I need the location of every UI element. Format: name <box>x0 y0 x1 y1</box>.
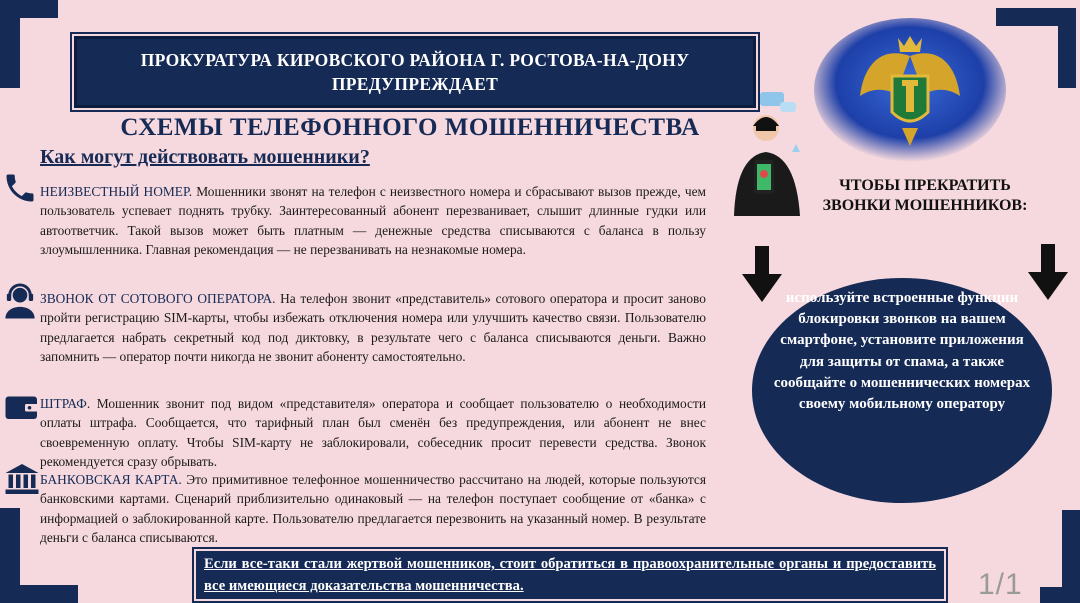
header-banner <box>74 36 756 108</box>
header-line-1: ПРОКУРАТУРА КИРОВСКОГО РАЙОНА Г. РОСТОВА-НА-ДОНУ <box>140 50 690 70</box>
corner-bracket-top-left <box>0 0 60 90</box>
header-line-2: ПРЕДУПРЕЖДАЕТ <box>331 74 499 94</box>
advice-text: используйте встроенные функции блокировки звонков на вашем смартфоне, установите приложения для защиты от спама, а также сообщайте о мошеннических номерах своему мобильному оператору <box>773 290 1031 413</box>
bank-icon <box>4 462 40 496</box>
section-text: . Это примитивное телефонное мошенничество рассчитано на людей, которые пользуются банковскими картами. Сценарий приблизительно одинаковый — на телефон поступает сообщение от «банка» с информацией о заблокированной карте. Пользователю предлагается перезвонить на указанный номер. В результате деньги с баланса списываются. <box>40 472 707 545</box>
page-indicator: 1/1 <box>978 568 1023 601</box>
section-keyword: НЕИЗВЕСТНЫЙ НОМЕР <box>40 184 189 199</box>
operator-headset-icon <box>2 282 38 320</box>
prosecutor-emblem <box>812 16 1008 164</box>
caption-line-1: ЧТОБЫ ПРЕКРАТИТЬ <box>839 177 1011 194</box>
section-keyword: ШТРАФ <box>40 396 87 411</box>
footer-banner: Если все-таки стали жертвой мошенников, стоит обратиться в правоохранительные органы и предоставить все имеющиеся доказательства мошенничества. <box>196 551 944 599</box>
corner-bracket-top-right <box>996 8 1080 92</box>
section-text: . Мошенник звонит под видом «представителя» оператора и сообщает пользователю о необходимости оплаты штрафа. Сообщается, что тарифный план был сменён без предупреждения, или абонент не внес своевременную оплату. Чтобы SIM-карту не заблокировали, собеседник просит перевести средства. Звонок рекомендуется сразу обрывать. <box>40 396 706 469</box>
section-unknown-number <box>40 182 706 259</box>
section-operator-call <box>40 289 706 366</box>
section-fine <box>40 394 706 471</box>
page-title: СХЕМЫ ТЕЛЕФОННОГО МОШЕННИЧЕСТВА <box>120 114 700 141</box>
caption-line-2: ЗВОНКИ МОШЕННИКОВ: <box>822 197 1028 214</box>
section-keyword: БАНКОВСКАЯ КАРТА <box>40 472 179 487</box>
section-keyword: ЗВОНОК ОТ СОТОВОГО ОПЕРАТОРА <box>40 291 273 306</box>
section-text: . На телефон звонит «представитель» сотового оператора и просит заново пройти регистрацию SIM-карты, чтобы избежать отключения номера или улучшить качество связи. Пользователю предлагается набрать секретный код под диктовку, в результате чего с баланса списываются деньги. Важно запомнить — оператор почти никогда не звонит абоненту самостоятельно. <box>40 291 706 364</box>
corner-bracket-bottom-right <box>1040 510 1080 603</box>
wallet-icon <box>4 392 40 422</box>
section-bank-card <box>40 470 706 547</box>
phone-icon <box>2 170 38 206</box>
section-text: . Мошенники звонят на телефон с неизвестного номера и сбрасывают вызов прежде, чем пользователь успевает поднять трубку. Заинтересованный абонент перезванивает, слышит длинные гудки или автоответчик. Такой вызов может быть платным — денежные средства списываются с баланса в пользу злоумышленника. Главная рекомендация — не перезванивать на незнакомые номера. <box>40 184 706 257</box>
stop-calls-caption <box>790 176 1060 216</box>
subtitle: Как могут действовать мошенники? <box>40 146 370 168</box>
